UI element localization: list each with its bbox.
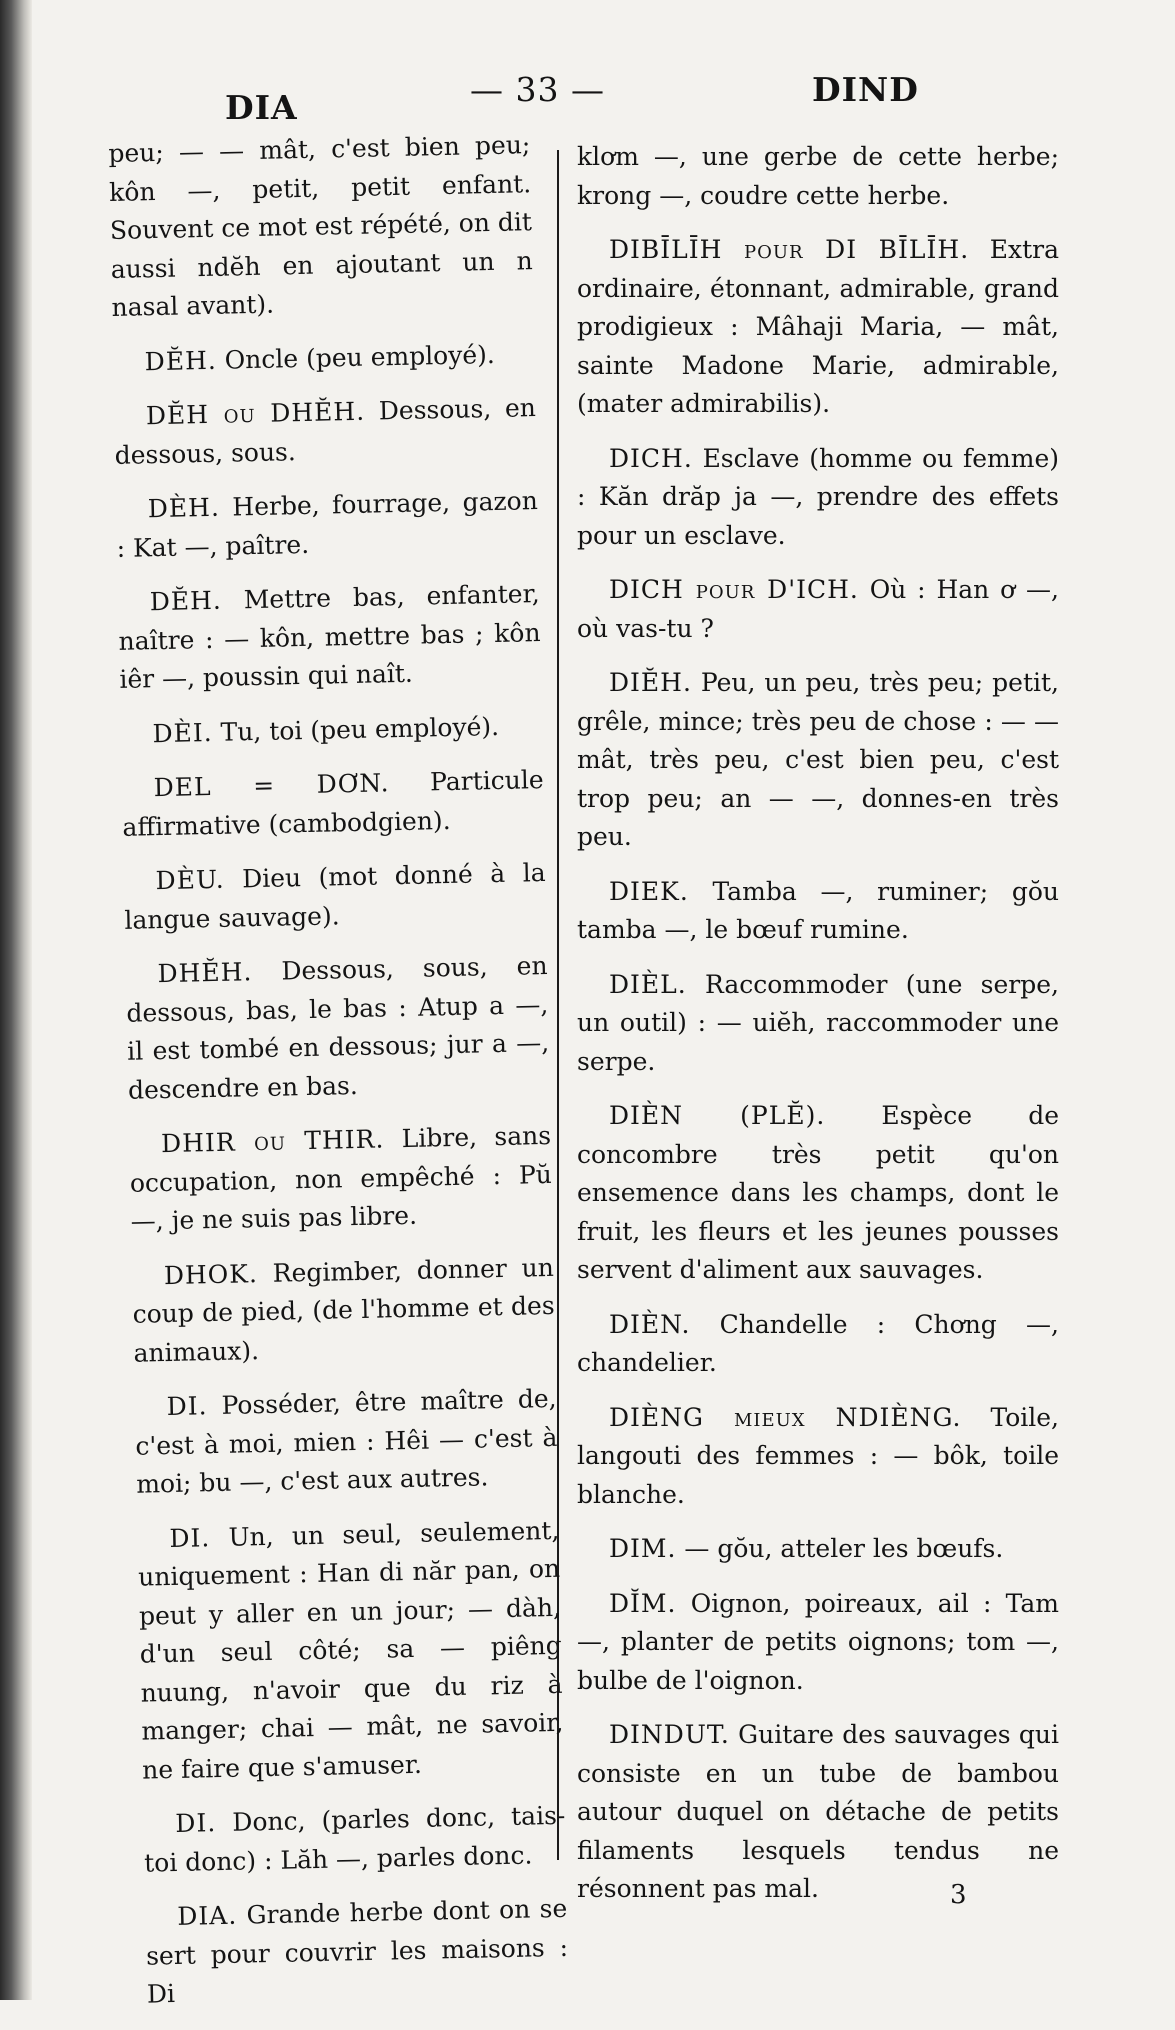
dictionary-entry (145, 1890, 569, 2014)
entry-definition: Libre, sans occupation, non empêché : Pŭ —, je ne suis pas libre. (129, 1120, 553, 1236)
dictionary-entry (114, 389, 538, 475)
entry-definition: — gŏu, atteler les bœufs. (684, 1534, 1004, 1563)
entry-headword: DICH pour D'ICH. (609, 575, 859, 604)
page-number: 3 (950, 1880, 967, 1910)
entry-headword: DINDUT. (609, 1720, 730, 1749)
dictionary-entry (123, 854, 547, 940)
entry-headword: DĬM. (609, 1588, 677, 1618)
dictionary-entry (112, 335, 535, 382)
dictionary-entry (577, 1097, 1059, 1290)
header-right: DIND (812, 70, 919, 109)
entry-definition: Guitare des sauvages qui consiste en un tube de bambou autour duquel on détache de petits filaments lesquels tendus ne résonnent pas mal. (577, 1720, 1059, 1903)
dictionary-entry (125, 947, 550, 1110)
dictionary-entry (577, 1306, 1059, 1383)
dictionary-entry (143, 1797, 567, 1883)
dictionary-entry (577, 571, 1059, 648)
entry-headword: DĔH ou DHĔH. (145, 396, 366, 431)
entry-headword: DHĔH. (157, 957, 253, 989)
entry-definition: Espèce de concombre très petit qu'on ensemence dans les champs, dont le fruit, les fleurs et les jeunes pousses servent d'aliment aux sauvages. (577, 1101, 1060, 1284)
entry-headword: DÈH. (147, 492, 221, 524)
entry-headword: DIÈNG mieux NDIÈNG. (609, 1402, 962, 1432)
left-column (108, 126, 570, 2030)
entry-definition: Oignon, poireaux, ail : Tam —, planter de petits oignons; tom —, bulbe de l'oignon. (577, 1588, 1059, 1695)
page-number-header: — 33 — (470, 70, 605, 109)
entry-definition: Tamba —, ruminer; gŏu tamba —, le bœuf rumine. (577, 876, 1060, 944)
dictionary-entry (577, 440, 1059, 556)
entry-headword: DI. (175, 1808, 217, 1838)
book-gutter (0, 0, 32, 2000)
entry-headword: DI. (166, 1391, 208, 1422)
entry-headword: DI. (169, 1522, 211, 1553)
header-left: DIA (225, 88, 298, 127)
dictionary-entry (577, 873, 1059, 950)
dictionary-entry (577, 966, 1059, 1082)
entry-definition: Regimber, donner un coup de pied, (de l'homme et des animaux). (132, 1252, 555, 1368)
dictionary-entry (115, 482, 539, 568)
entry-definition: Peu, un peu, très peu; petit, grêle, mince; très peu de chose : — — mât, très peu, c'est bien peu, c'est trop peu; an — —, donnes-en très peu. (577, 668, 1059, 851)
entry-definition: Raccommoder (une serpe, un outil) : — uiĕh, raccommoder une serpe. (577, 969, 1059, 1076)
dictionary-entry (134, 1380, 558, 1504)
entry-definition: Grande herbe dont on se sert pour couvrir les maisons : Di (145, 1893, 569, 2009)
entry-headword: DĔH. (144, 345, 218, 376)
entry-headword: DIĔH. (609, 668, 692, 697)
entry-definition: Chandelle : Chơng —, chandelier. (577, 1309, 1060, 1377)
entry-definition: Esclave (homme ou femme) : Kăn drăp ja —, prendre des effets pour un esclave. (577, 443, 1060, 550)
entry-headword: DIÈN (PLĔ). (609, 1101, 826, 1130)
entry-definition: Tu, toi (peu employé). (220, 711, 500, 747)
entry-definition: Toile, langouti des femmes : — bôk, toile blanche. (577, 1402, 1059, 1509)
entry-definition: Posséder, être maître de, c'est à moi, mien : Hêi — c'est à moi; bu —, c'est aux autres. (135, 1383, 558, 1499)
dictionary-entry (577, 1399, 1059, 1515)
entry-definition: Donc, (parles donc, tais-toi donc) : Lăh —, parles donc. (143, 1800, 566, 1878)
entry-definition: Mettre bas, enfanter, naître : — kôn, mettre bas ; kôn iêr —, poussin qui naît. (118, 579, 541, 694)
entry-definition: Herbe, fourrage, gazon : Kat —, paître. (116, 486, 539, 563)
entry-headword: DIA. (177, 1900, 238, 1931)
entry-headword: DIEK. (609, 876, 689, 906)
right-column (577, 138, 1059, 1925)
entry-headword: DĔH. (149, 585, 223, 617)
entry-definition: Dessous, en dessous, sous. (114, 393, 537, 470)
dictionary-entry (577, 138, 1059, 215)
entry-headword: DHIR ou THIR. (160, 1124, 385, 1159)
dictionary-entry (108, 126, 534, 327)
entry-headword: DIM. (609, 1534, 677, 1563)
entry-definition: Oncle (peu employé). (224, 339, 496, 375)
entry-definition: Où : Han ơ —, où vas-tu ? (577, 575, 1059, 643)
dictionary-entry (137, 1511, 565, 1789)
entry-headword: DÈU. (155, 864, 225, 896)
dictionary-entry (577, 231, 1059, 424)
dictionary-entry (132, 1248, 556, 1372)
dictionary-entry (577, 1530, 1059, 1569)
dictionary-entry (120, 707, 543, 754)
entry-headword: DICH. (609, 443, 693, 473)
dictionary-entry (577, 664, 1059, 857)
entry-definition: Particule affirmative (cambodgien). (122, 765, 544, 842)
entry-headword: DIBĪLĪH pour DI BĪLĪH. (609, 235, 970, 264)
dictionary-entry (121, 761, 545, 847)
entry-definition: Dessous, sous, en dessous, bas, le bas : Atup a —, il est tombé en dessous; jur a —, descendre en bas. (126, 950, 550, 1105)
entry-headword: DEL = DƠN. (153, 768, 390, 803)
entry-headword: DHOK. (163, 1258, 259, 1290)
entry-headword: DIÈL. (609, 969, 687, 999)
entry-definition: Dieu (mot donné à la langue sauvage). (124, 858, 546, 935)
entry-definition: Un, un seul, seulement, uniquement : Han di năr pan, on peut y aller en un jour; — dàh, d'un seul côté; sa — piêng nuung, n'avoir que du riz à manger; chai — mât, ne savoir, ne faire que s'amuser. (137, 1515, 564, 1785)
dictionary-entry (117, 575, 541, 699)
dictionary-entry (577, 1585, 1059, 1701)
entry-definition: Extra ordinaire, étonnant, admirable, grand prodigieux : Mâhaji Maria, — mât, sainte Madone Marie, admirable, (mater admirabilis). (577, 235, 1059, 418)
entry-definition: klơm —, une gerbe de cette herbe; krong —, coudre cette herbe. (577, 142, 1059, 210)
dictionary-entry (129, 1117, 553, 1241)
entry-headword: DIÈN. (609, 1309, 691, 1339)
entry-headword: DÈI. (152, 717, 213, 748)
entry-definition: peu; — — mât, c'est bien peu; kôn —, petit, petit enfant. Souvent ce mot est répété, on dit aussi ndĕh en ajoutant un n nasal avant). (108, 130, 534, 322)
dictionary-entry (577, 1716, 1059, 1909)
